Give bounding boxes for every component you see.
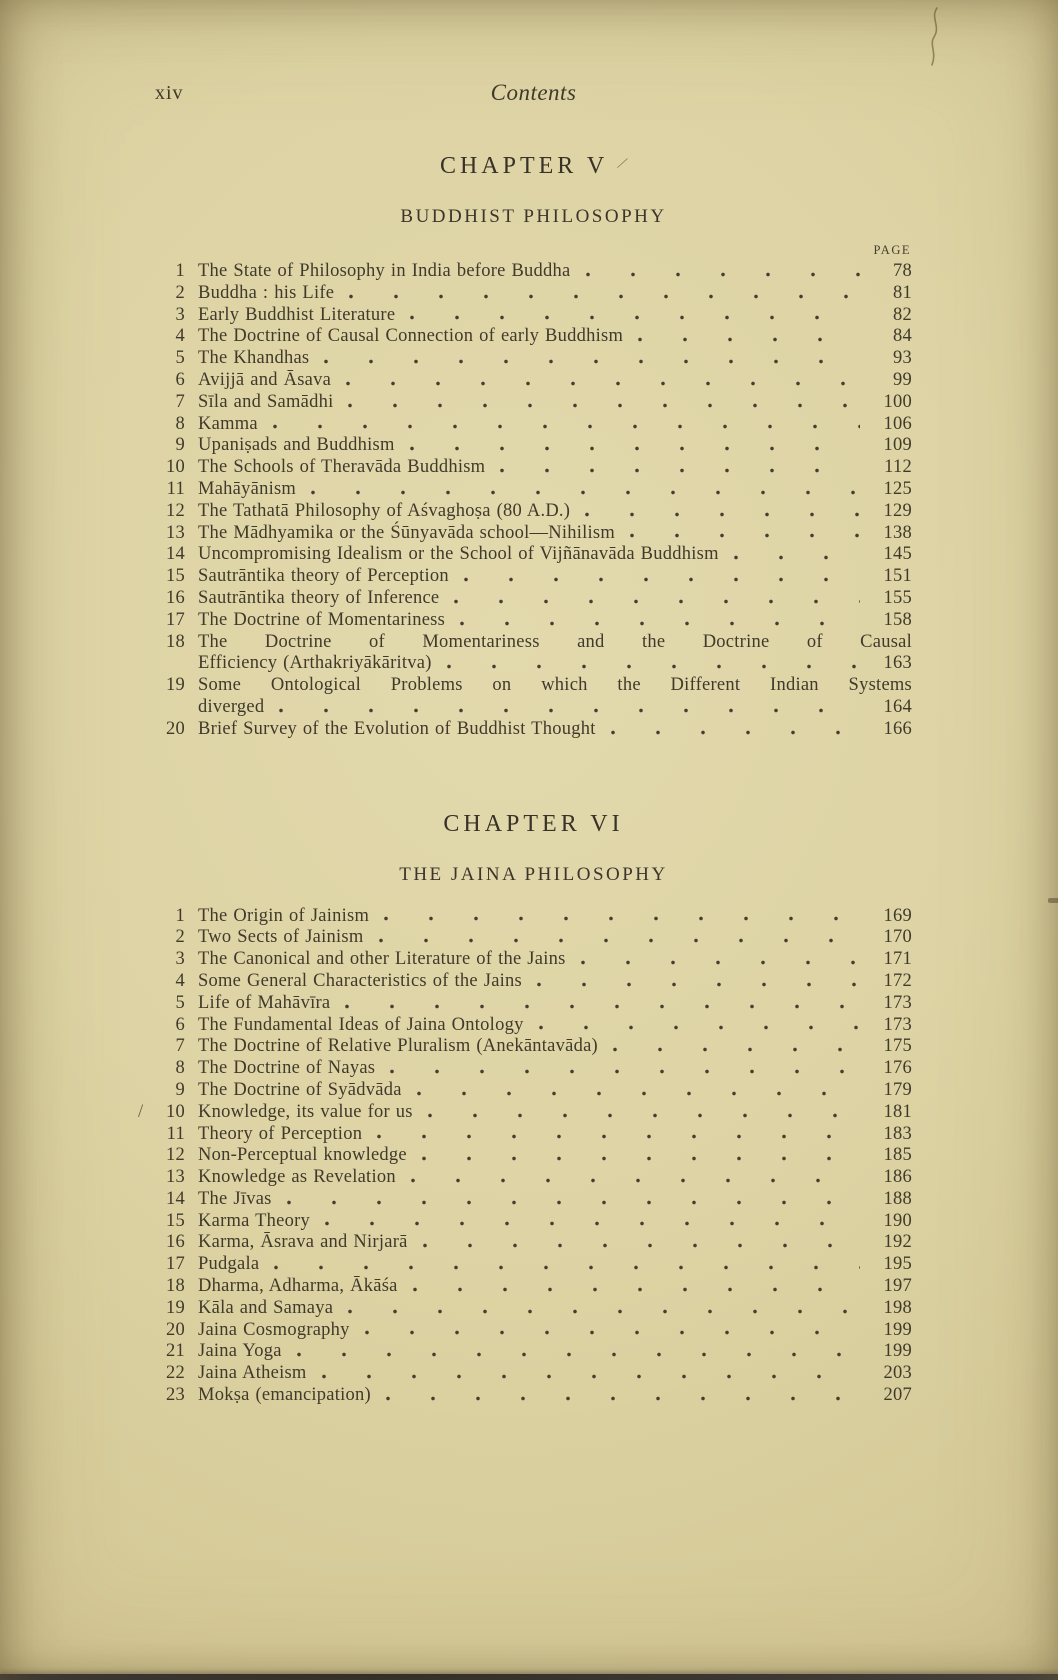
entry-title: Karma, Āsrava and Nirjarā: [198, 1232, 408, 1253]
entry-page-number: 129: [883, 500, 912, 521]
entry-title: diverged: [198, 696, 265, 717]
chapter-heading: [155, 811, 912, 838]
entry-title: The Doctrine of Causal Connection of early Buddhism: [198, 326, 624, 347]
toc-entry: [155, 348, 912, 370]
entry-page-number: 112: [884, 457, 912, 478]
entry-page-number: 106: [883, 413, 912, 434]
entry-title: The Canonical and other Literature of the Jains: [198, 949, 566, 970]
entry-title: The Origin of Jainism: [198, 905, 370, 926]
dot-leader: [267, 414, 860, 436]
entry-page-number: 170: [883, 927, 912, 948]
entry-title: Mokṣa (emancipation): [198, 1385, 371, 1406]
entry-title: The Doctrine of Momentariness: [198, 609, 446, 630]
toc-entry: [155, 501, 912, 523]
entry-number: 2: [175, 282, 185, 303]
entry-page-number: 84: [893, 326, 912, 347]
dot-leader: [342, 1298, 860, 1320]
entry-page-number: 155: [883, 587, 912, 608]
entry-page-number: 192: [883, 1232, 912, 1253]
entry-number: 11: [166, 1123, 185, 1144]
toc-entry: [138, 1101, 912, 1124]
toc-entry: [155, 653, 912, 675]
entry-page-number: 197: [883, 1276, 912, 1297]
dot-leader: [343, 283, 860, 305]
toc-entry: [155, 1124, 912, 1146]
entry-page-number: 138: [883, 522, 912, 543]
dot-leader: [605, 719, 860, 741]
toc-entry: [155, 1254, 912, 1276]
entry-title: The Doctrine of Nayas: [198, 1058, 376, 1079]
dot-leader: [441, 653, 860, 675]
entry-title: The Tathatā Philosophy of Aśvaghoṣa (80 A.D.): [198, 500, 571, 521]
entry-page-number: 82: [893, 304, 912, 325]
toc-entry: [155, 697, 912, 719]
entry-page-number: 176: [883, 1058, 912, 1079]
toc-entry: [155, 588, 912, 610]
entry-page-number: 158: [883, 609, 912, 630]
toc-entry: [155, 544, 912, 566]
entry-number: 18: [166, 631, 185, 652]
entry-title: Two Sects of Jainism: [198, 927, 364, 948]
entry-title: Sautrāntika theory of Perception: [198, 566, 449, 587]
entry-title: Sīla and Samādhi: [198, 391, 334, 412]
entry-title: The Khandhas: [198, 348, 310, 369]
entry-page-number: 183: [883, 1123, 912, 1144]
dot-leader: [373, 927, 861, 949]
dot-leader: [422, 1102, 860, 1124]
entry-number: 5: [175, 992, 185, 1013]
toc-entry: [155, 993, 912, 1015]
toc-entries: [138, 905, 912, 1407]
dot-leader: [417, 1232, 860, 1254]
chapter-subheading: THE JAINA PHILOSOPHY: [399, 863, 668, 885]
entry-page-number: 199: [883, 1341, 912, 1362]
entry-page-number: 179: [883, 1079, 912, 1100]
entry-title: Mahāyānism: [198, 478, 297, 499]
entry-page-number: 166: [883, 718, 912, 739]
entry-number: 20: [166, 1319, 185, 1340]
entry-number: 4: [175, 326, 185, 347]
entry-title: Uncompromising Idealism or the School of Vijñānavāda Buddhism: [198, 544, 719, 565]
toc-entry: [155, 1276, 912, 1298]
dot-leader: [580, 261, 860, 283]
entry-page-number: 171: [883, 949, 912, 970]
chapter-heading: [155, 153, 912, 180]
page-column-label: PAGE: [873, 243, 911, 257]
entry-number: 1: [175, 905, 185, 926]
chapter-heading-text: CHAPTER V: [439, 153, 609, 179]
entry-title: Kāla and Samaya: [198, 1297, 334, 1318]
entry-page-number: 172: [883, 970, 912, 991]
entry-page-number: 175: [883, 1036, 912, 1057]
entry-title: Pudgala: [198, 1254, 260, 1275]
toc-entry: [155, 1385, 912, 1407]
dot-leader: [378, 906, 860, 928]
entry-page-number: 185: [883, 1145, 912, 1166]
toc-entry: [155, 719, 912, 741]
entry-number: 9: [175, 1079, 185, 1100]
dot-leader: [579, 501, 860, 523]
entry-number: 4: [175, 970, 185, 991]
entry-number: 12: [166, 1145, 185, 1166]
text-block: [138, 0, 912, 1407]
entry-title: Knowledge as Revelation: [198, 1167, 396, 1188]
dot-leader: [458, 566, 860, 588]
toc-entry: [155, 392, 912, 414]
dot-leader: [404, 305, 860, 327]
entry-number: 1: [175, 261, 185, 281]
entry-number: 6: [175, 369, 185, 390]
entry-title: The Fundamental Ideas of Jaina Ontology: [198, 1014, 524, 1035]
entry-title: Kamma: [198, 413, 258, 434]
entry-number: 5: [175, 348, 185, 369]
toc-entry: [155, 435, 912, 457]
dot-leader: [380, 1385, 860, 1407]
entry-title: Avijjā and Āsava: [198, 369, 332, 390]
toc-entry: [155, 1167, 912, 1189]
entry-number: 16: [166, 1232, 185, 1253]
toc-entry: [155, 1036, 912, 1058]
entry-title: Efficiency (Arthakriyākāritva): [198, 653, 432, 674]
pen-tick-mark: ∕: [619, 153, 630, 174]
dot-leader: [268, 1254, 860, 1276]
toc-entry: [155, 1232, 912, 1254]
entry-title: Early Buddhist Literature: [198, 304, 396, 325]
entry-number: 14: [166, 1188, 185, 1209]
toc-entry: [155, 566, 912, 588]
entry-page-number: 100: [883, 391, 912, 412]
chapter-section: [155, 153, 912, 741]
entry-page-number: 199: [883, 1319, 912, 1340]
dot-leader: [448, 588, 860, 610]
toc-entry: [155, 927, 912, 949]
entry-title: The Doctrine of Relative Pluralism (Anekāntavāda): [198, 1036, 598, 1057]
entry-title: Jaina Atheism: [198, 1363, 307, 1384]
dot-leader: [454, 610, 860, 632]
page-header: [155, 80, 912, 107]
entry-number: 15: [166, 566, 185, 587]
entry-number: 10: [166, 457, 185, 478]
toc-entry: [155, 1080, 912, 1102]
dot-leader: [384, 1058, 860, 1080]
entry-title: Upaniṣads and Buddhism: [198, 435, 395, 456]
entry-title: Jaina Yoga: [198, 1341, 282, 1362]
toc-entry: [155, 1189, 912, 1211]
dot-leader: [291, 1341, 860, 1363]
toc-entry: [155, 1211, 912, 1233]
entry-title: Brief Survey of the Evolution of Buddhist Thought: [198, 718, 596, 739]
entry-number: 21: [166, 1341, 185, 1362]
entry-page-number: 173: [883, 1014, 912, 1035]
entry-title: The Doctrine of Syādvāda: [198, 1079, 402, 1100]
toc-entry: [155, 1320, 912, 1342]
entry-number: 19: [166, 1297, 185, 1318]
entry-page-number: 186: [883, 1167, 912, 1188]
toc-entry: [155, 610, 912, 632]
dot-leader: [316, 1363, 860, 1385]
entry-number: 9: [175, 435, 185, 456]
pen-slash-mark: /: [138, 1101, 144, 1122]
entry-number: 6: [175, 1014, 185, 1035]
dot-leader: [339, 993, 860, 1015]
running-header: Contents: [490, 80, 577, 105]
toc-entry: [155, 305, 912, 327]
entry-title: Some Ontological Problems on which the Different Indian Systems: [198, 675, 912, 696]
dot-leader: [407, 1276, 860, 1298]
toc-entry: [155, 675, 912, 697]
toc-entry: [155, 1058, 912, 1080]
folio-number: xiv: [155, 82, 184, 104]
entry-page-number: 145: [883, 544, 912, 565]
entry-title: The Schools of Theravāda Buddhism: [198, 457, 486, 478]
toc-entry: [155, 261, 912, 283]
toc-entry: [155, 370, 912, 392]
entry-number: 8: [175, 1058, 185, 1079]
entry-page-number: 169: [883, 905, 912, 926]
entry-number: 15: [166, 1210, 185, 1231]
entry-page-number: 125: [883, 478, 912, 499]
toc-entry: [155, 1298, 912, 1320]
dot-leader: [607, 1036, 860, 1058]
entry-page-number: 93: [893, 348, 912, 369]
dot-leader: [371, 1124, 860, 1146]
entry-number: 11: [166, 478, 185, 499]
dot-leader: [318, 348, 860, 370]
dot-leader: [281, 1189, 860, 1211]
dot-leader: [494, 457, 860, 479]
entry-page-number: 164: [883, 696, 912, 717]
entry-number: 22: [166, 1363, 185, 1384]
entry-page-number: 99: [893, 369, 912, 390]
entry-page-number: 81: [893, 282, 912, 303]
entry-title: Knowledge, its value for us: [198, 1101, 413, 1122]
entry-number: 12: [166, 500, 185, 521]
dot-leader: [728, 544, 860, 566]
entry-title: Dharma, Adharma, Ākāśa: [198, 1276, 398, 1297]
toc-entries: [155, 261, 912, 741]
entry-number: 23: [166, 1385, 185, 1406]
entry-page-number: 203: [883, 1363, 912, 1384]
scan-bottom-edge: [0, 1674, 1058, 1680]
toc-entry: [155, 523, 912, 545]
entry-page-number: 188: [883, 1188, 912, 1209]
entry-number: 17: [166, 1254, 185, 1275]
entry-page-number: 109: [883, 435, 912, 456]
entry-number: 3: [175, 304, 185, 325]
entry-title: Some General Characteristics of the Jains: [198, 970, 522, 991]
entry-title: The Jīvas: [198, 1188, 272, 1209]
dot-leader: [342, 392, 860, 414]
entry-number: 19: [166, 675, 185, 696]
dot-leader: [319, 1211, 860, 1233]
entry-title: The Mādhyamika or the Śūnyavāda school—Nihilism: [198, 522, 615, 543]
entry-number: 17: [166, 609, 185, 630]
entry-number: 10: [166, 1101, 185, 1122]
entry-title: Theory of Perception: [198, 1123, 363, 1144]
dot-leader: [416, 1145, 860, 1167]
entry-page-number: 78: [893, 261, 912, 281]
entry-number: 20: [166, 718, 185, 739]
dot-leader: [531, 971, 860, 993]
entry-title: Jaina Cosmography: [198, 1319, 350, 1340]
entry-page-number: 190: [883, 1210, 912, 1231]
dot-leader: [632, 326, 860, 348]
toc-entry: [155, 283, 912, 305]
scan-edge-tick: [1048, 898, 1058, 903]
dot-leader: [533, 1015, 860, 1037]
entry-title: Life of Mahāvīra: [198, 992, 331, 1013]
dot-leader: [340, 370, 860, 392]
chapter-heading-text: CHAPTER VI: [443, 810, 624, 837]
entry-number: 2: [175, 927, 185, 948]
dot-leader: [411, 1080, 860, 1102]
toc-entry: [155, 414, 912, 436]
chapter-section: [138, 810, 912, 1407]
dot-leader: [405, 1167, 860, 1189]
entry-title: Karma Theory: [198, 1210, 311, 1231]
entry-number: 18: [166, 1276, 185, 1297]
dot-leader: [273, 697, 860, 719]
entry-number: 14: [166, 544, 185, 565]
toc-entry: [155, 906, 912, 928]
entry-number: 7: [175, 1036, 185, 1057]
entry-number: 13: [166, 1167, 185, 1188]
entry-title: The Doctrine of Momentariness and the Doctrine of Causal: [198, 631, 912, 652]
entry-page-number: 198: [883, 1297, 912, 1318]
dot-leader: [404, 435, 860, 457]
entry-title: Buddha : his Life: [198, 282, 335, 303]
toc-entry: [155, 1363, 912, 1385]
entry-number: 8: [175, 413, 185, 434]
toc-entry: [155, 971, 912, 993]
entry-number: 7: [175, 391, 185, 412]
entry-title: The State of Philosophy in India before Buddha: [198, 261, 571, 281]
toc-entry: [155, 479, 912, 501]
dot-leader: [305, 479, 860, 501]
toc-entry: [155, 949, 912, 971]
entry-number: 13: [166, 522, 185, 543]
pen-squiggle-mark: [924, 6, 946, 68]
entry-page-number: 195: [883, 1254, 912, 1275]
entry-page-number: 173: [883, 992, 912, 1013]
toc-entry: [155, 457, 912, 479]
toc-entry: [155, 632, 912, 654]
entry-number: 3: [175, 949, 185, 970]
entry-number: 16: [166, 587, 185, 608]
entry-page-number: 207: [883, 1385, 912, 1406]
entry-title: Non-Perceptual knowledge: [198, 1145, 407, 1166]
entry-page-number: 151: [883, 566, 912, 587]
chapters: [138, 153, 912, 1407]
dot-leader: [575, 949, 860, 971]
toc-entry: [155, 1015, 912, 1037]
dot-leader: [624, 523, 860, 545]
entry-page-number: 181: [883, 1101, 912, 1122]
entry-page-number: 163: [883, 653, 912, 674]
toc-entry: [155, 1145, 912, 1167]
chapter-subheading: BUDDHIST PHILOSOPHY: [400, 206, 667, 227]
toc-entry: [155, 326, 912, 348]
toc-entry: [155, 1341, 912, 1363]
dot-leader: [359, 1320, 860, 1342]
entry-title: Sautrāntika theory of Inference: [198, 587, 440, 608]
